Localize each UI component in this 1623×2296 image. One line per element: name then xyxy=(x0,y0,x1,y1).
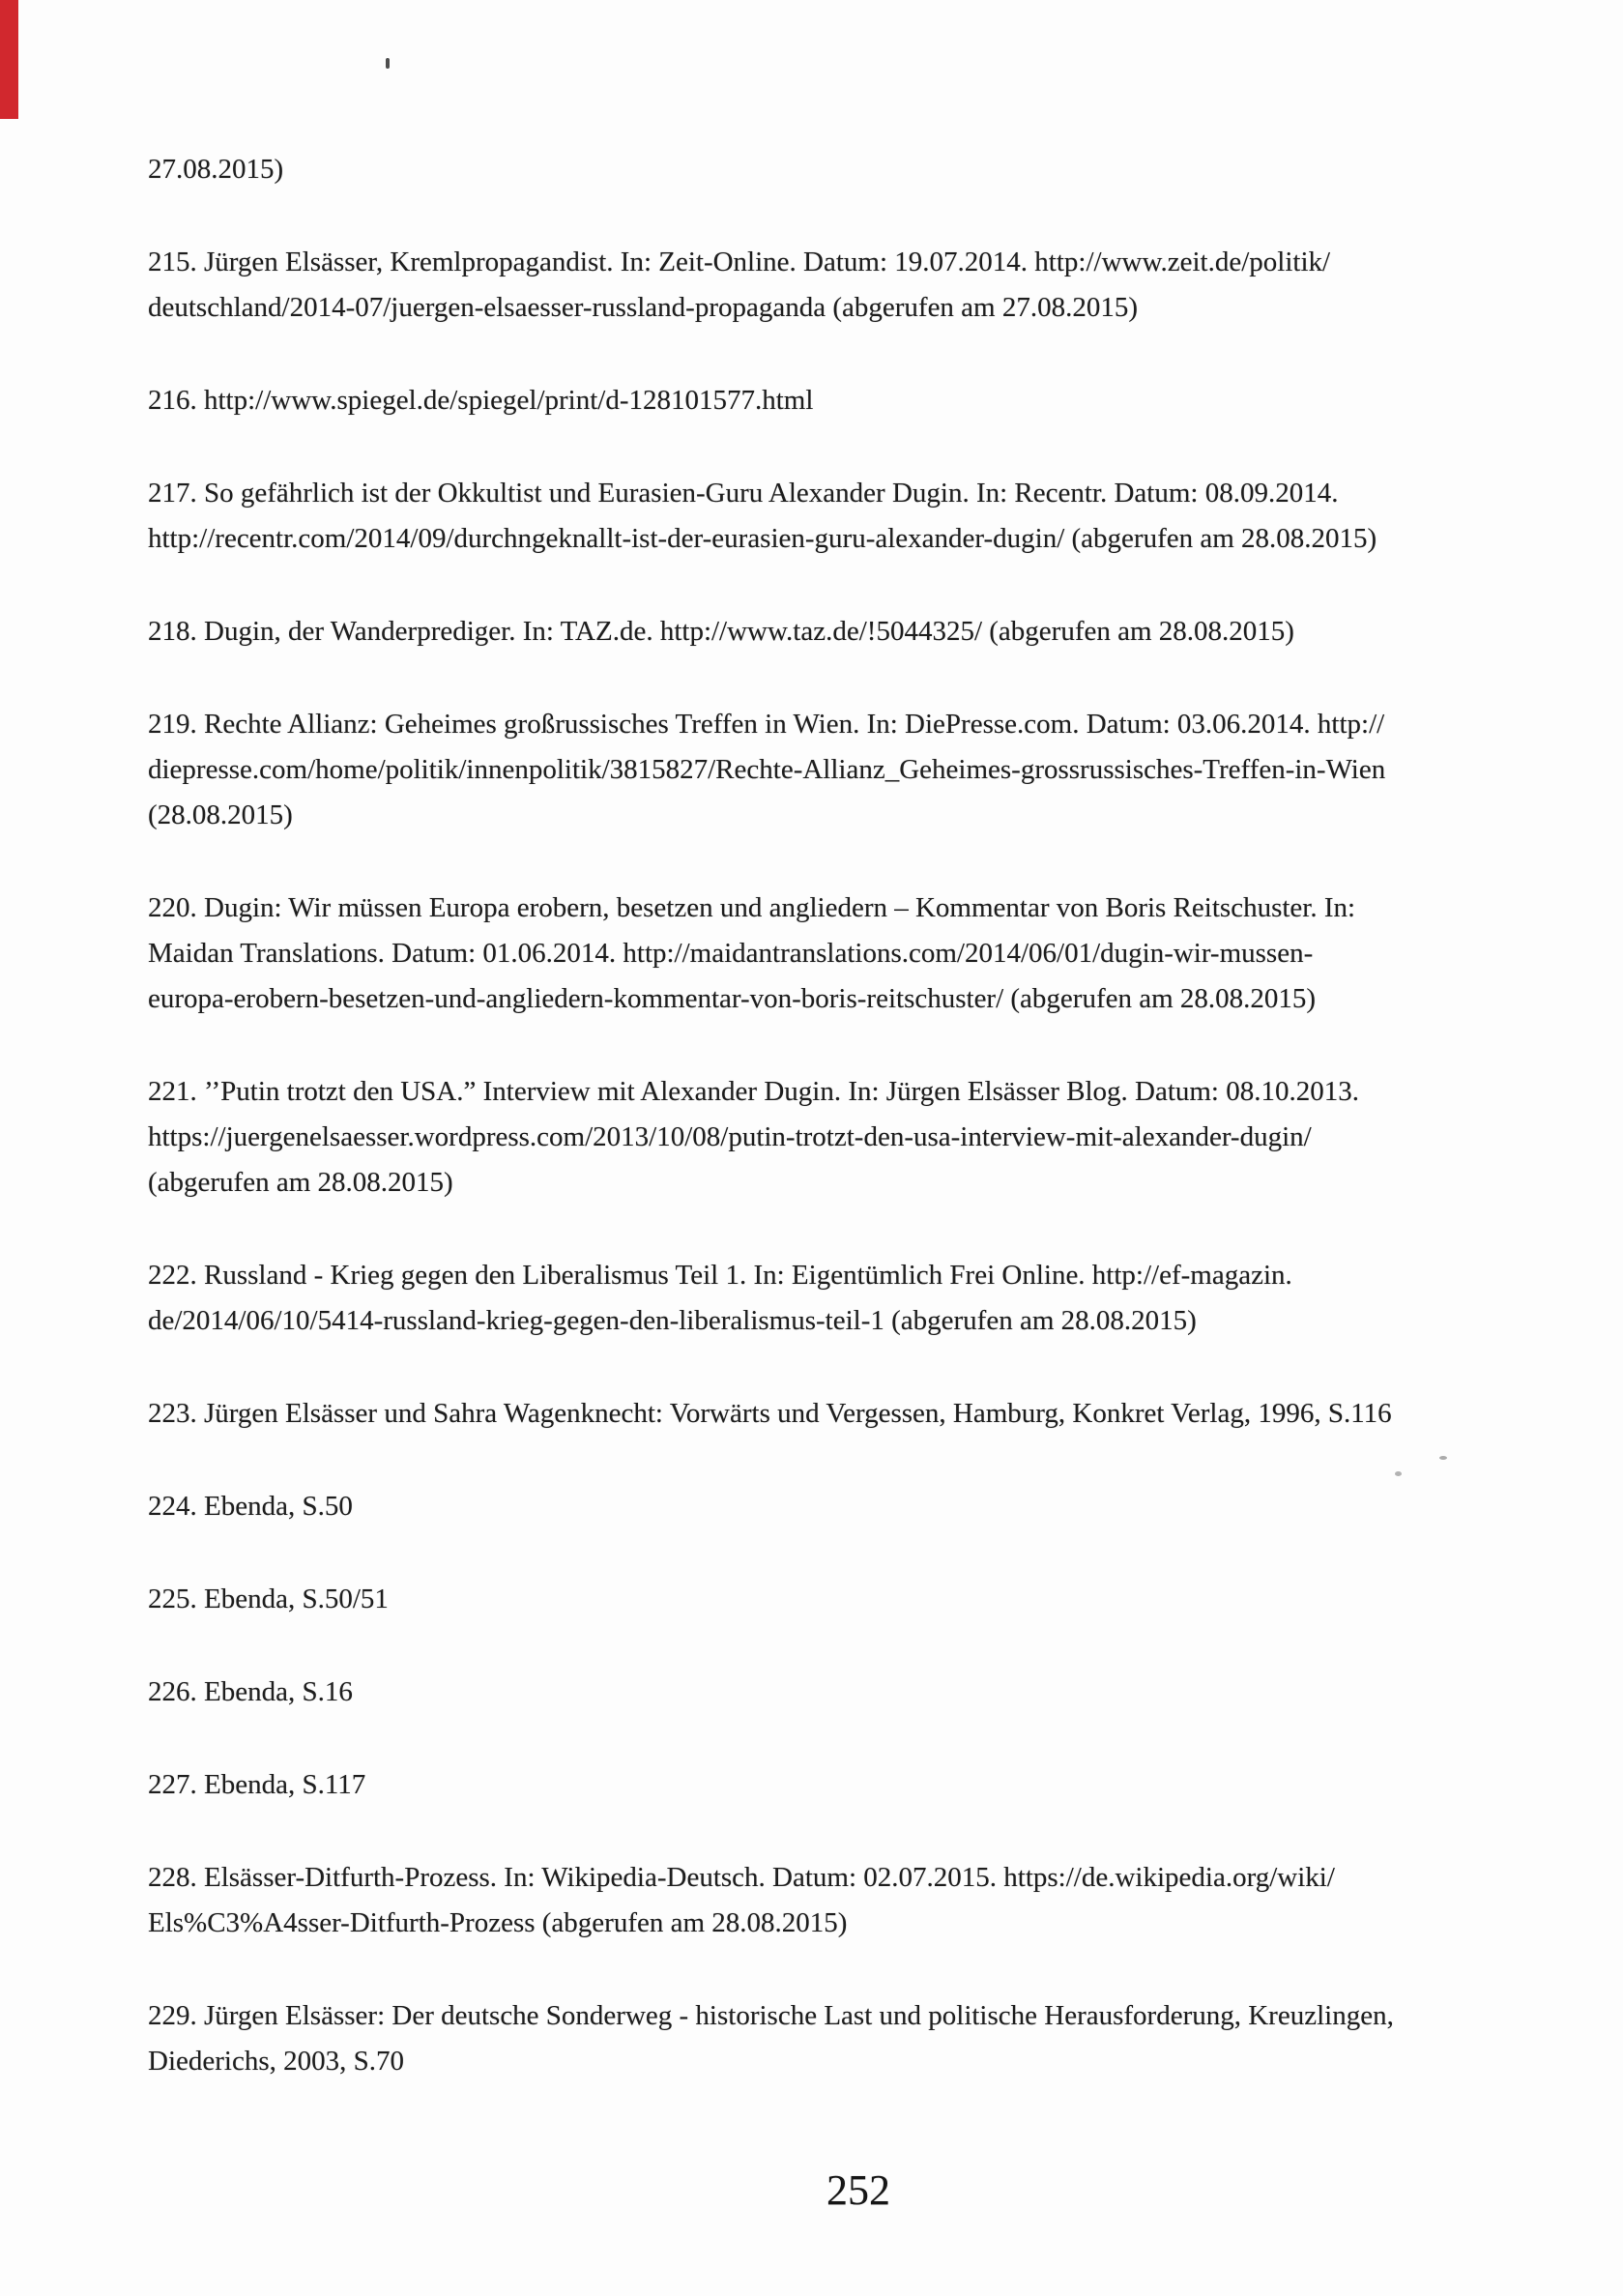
reference-line: 227. Ebenda, S.117 xyxy=(148,1769,366,1800)
reference-line: 220. Dugin: Wir müssen Europa erobern, besetzen und angliedern – Kommentar von Boris Reitschuster. In: xyxy=(148,892,1356,923)
reference-line: 225. Ebenda, S.50/51 xyxy=(148,1584,389,1614)
page-number: 252 xyxy=(826,2166,890,2214)
reference-entry xyxy=(148,147,1569,192)
reference-entry xyxy=(148,1670,1569,1715)
reference-entry xyxy=(148,1484,1569,1529)
reference-line: 224. Ebenda, S.50 xyxy=(148,1491,353,1522)
reference-entry xyxy=(148,1391,1569,1437)
reference-line: 223. Jürgen Elsässer und Sahra Wagenknecht: Vorwärts und Vergessen, Hamburg, Konkret Verlag, 1996, S.116 xyxy=(148,1398,1392,1429)
reference-line: http://recentr.com/2014/09/durchngeknallt-ist-der-eurasien-guru-alexander-dugin/ (abgerufen am 28.08.2015) xyxy=(148,523,1377,554)
references-list xyxy=(148,147,1569,2132)
reference-line: 221. ’’Putin trotzt den USA.” Interview mit Alexander Dugin. In: Jürgen Elsässer Blog. Datum: 08.10.2013. xyxy=(148,1076,1359,1107)
reference-line: (abgerufen am 28.08.2015) xyxy=(148,1167,453,1198)
reference-line: (28.08.2015) xyxy=(148,799,293,830)
reference-line: 216. http://www.spiegel.de/spiegel/print/d-128101577.html xyxy=(148,385,814,416)
reference-entry xyxy=(148,1253,1569,1344)
reference-line: 215. Jürgen Elsässer, Kremlpropagandist. In: Zeit-Online. Datum: 19.07.2014. http://www.zeit.de/politik/ xyxy=(148,247,1331,277)
reference-line: 27.08.2015) xyxy=(148,154,284,185)
reference-entry xyxy=(148,886,1569,1022)
reference-line: deutschland/2014-07/juergen-elsaesser-russland-propaganda (abgerufen am 27.08.2015) xyxy=(148,292,1139,323)
reference-line: 219. Rechte Allianz: Geheimes großrussisches Treffen in Wien. In: DiePresse.com. Datum: 03.06.2014. http:// xyxy=(148,709,1385,740)
reference-entry xyxy=(148,1855,1569,1946)
reference-line: 222. Russland - Krieg gegen den Liberalismus Teil 1. In: Eigentümlich Frei Online. http://ef-magazin. xyxy=(148,1260,1292,1291)
reference-line: Els%C3%A4sser-Ditfurth-Prozess (abgerufen am 28.08.2015) xyxy=(148,1907,848,1938)
reference-line: 218. Dugin, der Wanderprediger. In: TAZ.de. http://www.taz.de/!5044325/ (abgerufen am 28.08.2015) xyxy=(148,616,1294,647)
reference-entry xyxy=(148,1069,1569,1206)
reference-line: 229. Jürgen Elsässer: Der deutsche Sonderweg - historische Last und politische Herausforderung, Kreuzlingen, xyxy=(148,2000,1394,2031)
reference-line: https://juergenelsaesser.wordpress.com/2013/10/08/putin-trotzt-den-usa-interview-mit-alexander-dugin/ xyxy=(148,1121,1312,1152)
reference-line: europa-erobern-besetzen-und-angliedern-kommentar-von-boris-reitschuster/ (abgerufen am 28.08.2015) xyxy=(148,983,1317,1014)
scan-speck xyxy=(386,58,390,69)
reference-entry xyxy=(148,609,1569,654)
reference-entry xyxy=(148,240,1569,331)
reference-entry xyxy=(148,1993,1569,2084)
reference-line: 217. So gefährlich ist der Okkultist und Eurasien-Guru Alexander Dugin. In: Recentr. Datum: 08.09.2014. xyxy=(148,478,1339,509)
reference-entry xyxy=(148,471,1569,562)
reference-line: 228. Elsässer-Ditfurth-Prozess. In: Wikipedia-Deutsch. Datum: 02.07.2015. https://de.wikipedia.org/wiki/ xyxy=(148,1862,1335,1893)
reference-line: Maidan Translations. Datum: 01.06.2014. http://maidantranslations.com/2014/06/01/dugin-wir-mussen- xyxy=(148,938,1314,969)
reference-line: diepresse.com/home/politik/innenpolitik/3815827/Rechte-Allianz_Geheimes-grossrussisches-Treffen-in-Wien xyxy=(148,754,1386,785)
reference-entry xyxy=(148,1577,1569,1622)
red-bookmark-ribbon xyxy=(0,0,18,119)
reference-line: de/2014/06/10/5414-russland-krieg-gegen-den-liberalismus-teil-1 (abgerufen am 28.08.2015) xyxy=(148,1305,1197,1336)
reference-entry xyxy=(148,702,1569,838)
reference-line: 226. Ebenda, S.16 xyxy=(148,1676,353,1707)
reference-line: Diederichs, 2003, S.70 xyxy=(148,2046,404,2077)
reference-entry xyxy=(148,378,1569,423)
reference-entry xyxy=(148,1762,1569,1808)
